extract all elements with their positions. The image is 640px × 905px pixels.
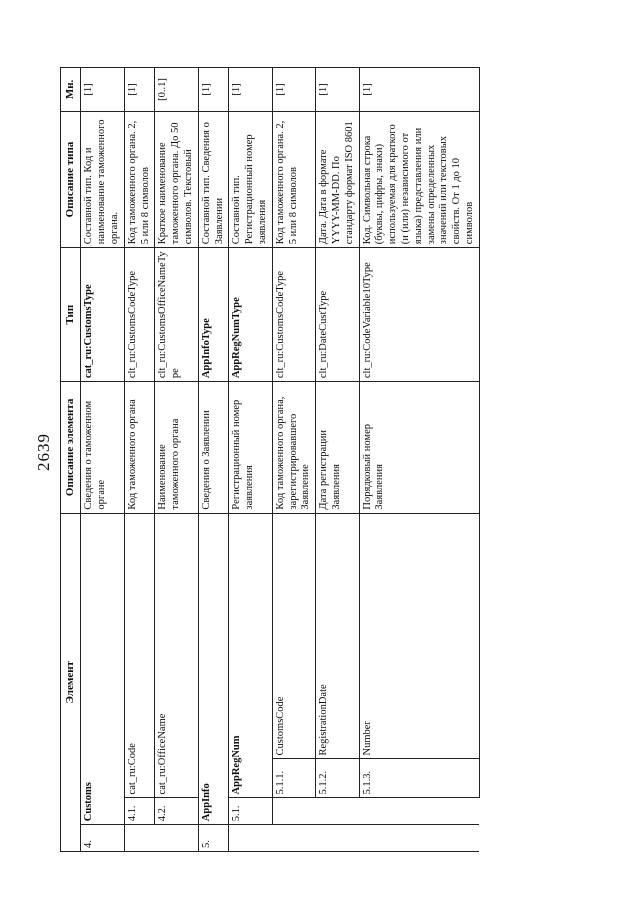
row-element-name: CustomsCode — [272, 513, 315, 759]
table-row — [229, 68, 272, 852]
row-mn: [1] — [359, 68, 479, 112]
header-type-desc: Описание типа — [61, 111, 81, 247]
indent-cell — [316, 798, 359, 825]
row-element-name: Number — [359, 513, 479, 759]
row-element-name: RegistrationDate — [316, 513, 359, 759]
indent-cell — [272, 798, 315, 825]
row-element-desc: Код таможенного органа — [124, 382, 155, 513]
header-type: Тип — [61, 248, 81, 382]
row-type-desc: Краткое наименование таможенного органа. До 50 символов. Текстовый — [155, 111, 198, 247]
row-type: clt_ru:DateCustType — [316, 248, 359, 382]
row-type: clt_ru:CodeVariable10Type — [359, 248, 479, 382]
row-type-desc: Составной тип. Регистрационный номер заявления — [229, 111, 272, 247]
table-row — [198, 68, 229, 852]
table-row — [155, 68, 198, 852]
row-number: 5.1.3. — [359, 759, 479, 798]
row-type: AppRegNumType — [229, 248, 272, 382]
row-element-name: cat_ru:Code — [124, 513, 155, 798]
row-number: 5.1.2. — [316, 759, 359, 798]
row-mn: [1] — [316, 68, 359, 112]
row-mn: [0..1] — [155, 68, 198, 112]
row-element-desc: Регистрационный номер заявления — [229, 382, 272, 513]
row-mn: [1] — [198, 68, 229, 112]
row-element-desc: Дата регистрации Заявления — [316, 382, 359, 513]
row-type: clt_ru:CustomsOfficeNameType — [155, 248, 198, 382]
row-element-name: cat_ru:OfficeName — [155, 513, 198, 798]
row-element-name: AppInfo — [198, 513, 229, 825]
row-element-desc: Код таможенного органа, зарегистрировавшего Заявление — [272, 382, 315, 513]
page-number: 2639 — [34, 433, 53, 471]
row-element-name: Customs — [81, 513, 124, 825]
row-element-desc: Порядковый номер Заявления — [359, 382, 479, 513]
row-type-desc: Составной тип. Сведения о Заявлении — [198, 111, 229, 247]
row-type: clt_ru:CustomsCodeType — [272, 248, 315, 382]
row-type-desc: Дата. Дата в формате YYYY-MM-DD. По стандарту формат ISO 8601 — [316, 111, 359, 247]
row-number: 4.1. — [124, 798, 155, 825]
row-mn: [1] — [124, 68, 155, 112]
row-mn: [1] — [81, 68, 124, 112]
rotated-table-frame — [60, 67, 480, 852]
header-element-desc: Описание элемента — [61, 382, 81, 513]
row-number: 5.1. — [229, 798, 272, 825]
table-row — [359, 68, 479, 852]
table-header-row — [61, 68, 81, 852]
row-type-desc: Код таможенного органа. 2, 5 или 8 символов — [124, 111, 155, 247]
row-element-desc: Сведения о таможенном органе — [81, 382, 124, 513]
indent-cell — [124, 825, 155, 852]
header-mn: Мн. — [61, 68, 81, 112]
row-element-desc: Сведения о Заявлении — [198, 382, 229, 513]
indent-cell — [155, 825, 198, 852]
indent-cell — [229, 825, 272, 852]
row-mn: [1] — [229, 68, 272, 112]
row-element-name: AppRegNum — [229, 513, 272, 798]
row-number: 4.2. — [155, 798, 198, 825]
row-type: cat_ru:CustomsType — [81, 248, 124, 382]
row-type: AppInfoType — [198, 248, 229, 382]
row-element-desc: Наименование таможенного органа — [155, 382, 198, 513]
table-row — [124, 68, 155, 852]
table-row — [81, 68, 124, 852]
row-type-desc: Составной тип. Код и наименование таможенного органа. — [81, 111, 124, 247]
indent-cell — [316, 825, 359, 852]
row-type-desc: Код. Символьная строка (буквы, цифры, знаки) используемая для краткого (и (или) независимого от языка) представления или замены определенных значений или текстовых свойств. От 1 до 10 символов — [359, 111, 479, 247]
indent-cell — [359, 798, 479, 825]
indent-cell — [272, 825, 315, 852]
row-number: 4. — [81, 825, 124, 852]
table-row — [316, 68, 359, 852]
row-mn: [1] — [272, 68, 315, 112]
row-number: 5.1.1. — [272, 759, 315, 798]
header-element: Элемент — [61, 513, 81, 851]
row-type: clt_ru:CustomsCodeType — [124, 248, 155, 382]
indent-cell — [359, 825, 479, 852]
table-row — [272, 68, 315, 852]
row-type-desc: Код таможенного органа. 2, 5 или 8 символов — [272, 111, 315, 247]
row-number: 5. — [198, 825, 229, 852]
element-spec-table — [60, 67, 480, 852]
